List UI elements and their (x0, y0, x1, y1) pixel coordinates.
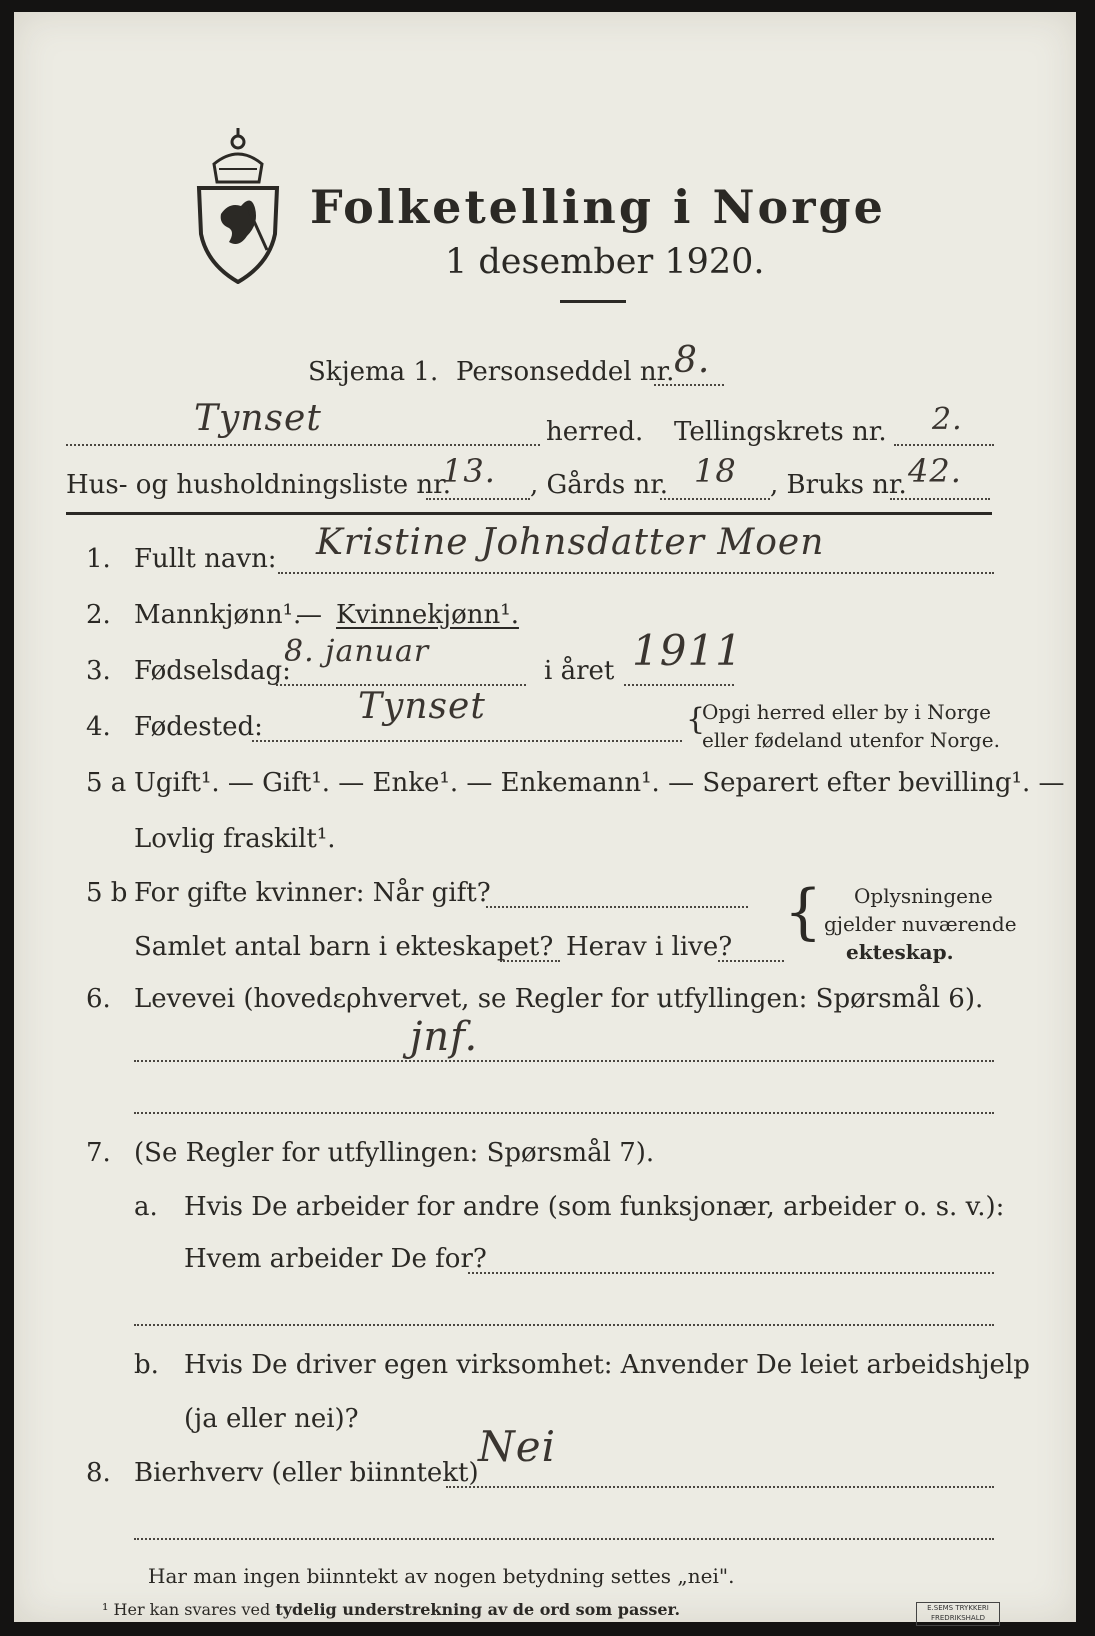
footer-note: Har man ingen biinntekt av nogen betydning settes „nei". (148, 1564, 735, 1588)
bruks-line (890, 498, 990, 500)
q5a-number: 5 a (86, 768, 127, 798)
herred-value[interactable]: Tynset (194, 398, 322, 439)
gards-label: , Gårds nr. (530, 470, 669, 500)
q4-birthplace[interactable]: Tynset (358, 686, 486, 727)
q2-dash: — (296, 600, 322, 630)
q7a-line-extra (134, 1324, 994, 1326)
personseddel-line (654, 384, 724, 386)
personseddel-label: Personseddel nr. (456, 357, 675, 387)
q2-number: 2. (86, 600, 111, 630)
gards-line (660, 498, 770, 500)
footnote-mark: ¹ (102, 1600, 109, 1619)
q5b-line1: For gifte kvinner: Når gift? (134, 878, 491, 908)
form-title: Folketelling i Norge (310, 180, 886, 234)
q6-line-2 (134, 1112, 994, 1114)
personseddel-value[interactable]: 8. (674, 340, 711, 381)
stamp-line-1: E.SEMS TRYKKERI (927, 1604, 989, 1612)
q3-year[interactable]: 1911 (632, 626, 743, 675)
q1-number: 1. (86, 544, 111, 574)
bruks-value[interactable]: 42. (908, 452, 962, 490)
q5b-brace: { (784, 877, 823, 947)
tellingskrets-label: Tellingskrets nr. (674, 417, 887, 447)
q8-line-extra (134, 1538, 994, 1540)
tellingskrets-value[interactable]: 2. (932, 402, 963, 437)
q6-occupation[interactable]: jnf. (410, 1014, 479, 1060)
q6-label: Levevei (hovedερhvervet, se Regler for utfyllingen: Spørsmål 6). (134, 984, 984, 1014)
title-divider (560, 300, 626, 303)
q7a-employer-line (468, 1272, 994, 1274)
q5b-children-label: Samlet antal barn i ekteskapet? (134, 932, 554, 962)
q7b-line2: (ja eller nei)? (184, 1404, 359, 1434)
hus-value[interactable]: 13. (442, 452, 496, 490)
q5b-number: 5 b (86, 878, 128, 908)
q5b-alive-label: Herav i live? (566, 932, 733, 962)
q6-line-1 (134, 1060, 994, 1062)
q5b-note-1: Oplysningene (854, 884, 993, 908)
q5b-alive-line (718, 960, 784, 962)
footnote-bold: tydelig understrekning av de ord som passer. (275, 1600, 681, 1619)
q5b-children-line (500, 960, 560, 962)
q3-year-line (624, 684, 734, 686)
q8-line (446, 1486, 994, 1488)
census-form (14, 12, 1076, 1622)
q3-year-label: i året (544, 656, 615, 686)
q2-male: Mannkjønn¹. (134, 600, 302, 630)
q1-line (278, 572, 994, 574)
q5b-note-2: gjelder nuværende (824, 912, 1017, 936)
herred-label: herred. (546, 417, 644, 447)
q8-label: Bierhverv (eller biinntekt) (134, 1458, 479, 1488)
q5a-line1: Ugift¹. — Gift¹. — Enke¹. — Enkemann¹. — Separert efter bevilling¹. — (134, 768, 1065, 798)
hus-label: Hus- og husholdningsliste nr. (66, 470, 452, 500)
header-rule (66, 512, 992, 515)
q7b-line1: Hvis De driver egen virksomhet: Anvender De leiet arbeidshjelp (184, 1350, 1030, 1380)
q2-female[interactable]: Kvinnekjønn¹. (336, 600, 519, 630)
q3-birthday[interactable]: 8. januar (284, 634, 430, 669)
coat-of-arms-icon (189, 124, 287, 284)
bruks-label: , Bruks nr. (770, 470, 907, 500)
q7b-letter: b. (134, 1350, 159, 1380)
q7-label: (Se Regler for utfyllingen: Spørsmål 7). (134, 1138, 655, 1168)
gards-value[interactable]: 18 (694, 452, 737, 490)
hus-line (426, 498, 530, 500)
q8-number: 8. (86, 1458, 111, 1488)
q4-brace: { (686, 702, 706, 737)
q8-side-income[interactable]: Nei (478, 1422, 557, 1471)
printer-stamp (916, 1602, 1000, 1626)
q4-note-2: eller fødeland utenfor Norge. (702, 728, 1000, 752)
q7a-line2: Hvem arbeider De for? (184, 1244, 487, 1274)
q4-line (252, 740, 682, 742)
q6-number: 6. (86, 984, 111, 1014)
tellingskrets-line (894, 444, 994, 446)
q1-full-name[interactable]: Kristine Johnsdatter Moen (316, 522, 825, 563)
q7a-line1: Hvis De arbeider for andre (som funksjonær, arbeider o. s. v.): (184, 1192, 1005, 1222)
q5b-note-3: ekteskap. (846, 940, 954, 964)
q7a-letter: a. (134, 1192, 158, 1222)
census-date: 1 desember 1920. (445, 242, 765, 282)
q4-note-1: Opgi herred eller by i Norge (702, 700, 991, 724)
q3-number: 3. (86, 656, 111, 686)
stamp-line-2: FREDRIKSHALD (930, 1614, 985, 1622)
q3-label: Fødselsdag: (134, 656, 291, 686)
q5a-line2: Lovlig fraskilt¹. (134, 824, 336, 854)
footnote (102, 1600, 680, 1619)
skjema-label: Skjema 1. (308, 357, 439, 387)
footnote-plain: Her kan svares ved (113, 1600, 271, 1619)
q4-number: 4. (86, 712, 111, 742)
herred-line (66, 444, 540, 446)
q4-label: Fødested: (134, 712, 263, 742)
q7-number: 7. (86, 1138, 111, 1168)
q5b-married-line (486, 906, 748, 908)
q1-label: Fullt navn: (134, 544, 277, 574)
